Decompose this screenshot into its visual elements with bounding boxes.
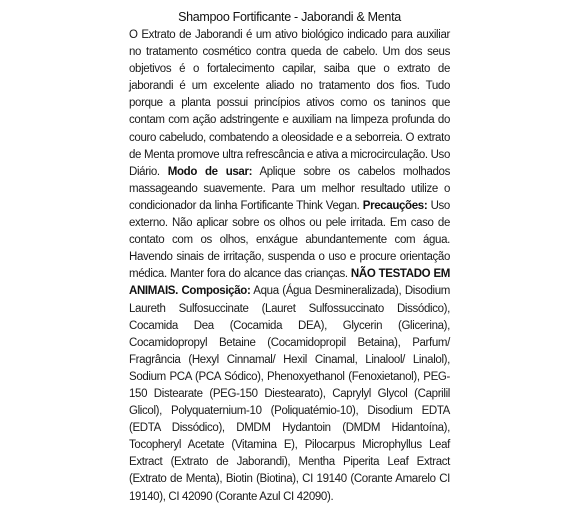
label-body	[129, 27, 450, 506]
usage-heading: Modo de usar:	[167, 165, 253, 178]
description-text: O Extrato de Jaborandi é um ativo biológico indicado para auxiliar no tratamento cosmético contra queda de cabelo. Um dos seus objetivos é o fortalecimento capilar, saiba que o extrato de jaborandi é um excelente aliado no tratamento dos fios. Tudo porque a planta possui princípios ativos como os taninos que contam com ação adstringente e auxiliam na limpeza profunda do couro cabeludo, combatendo a oleosidade e a seborreia. O extrato de Menta promove ultra refrescância e ativa a microcirculação. Uso Diário.	[129, 29, 450, 178]
product-label	[129, 8, 450, 506]
precautions-heading: Precauções:	[362, 199, 428, 212]
precautions-text: Uso externo. Não aplicar sobre os olhos ou pele irritada. Em caso de contato com os olhos, enxágue abundantemente com água. Havendo sinais de irritação, suspenda o uso e procure orientação médica. Manter fora do alcance das crianças.	[129, 199, 450, 281]
composition-heading: Composição:	[181, 285, 251, 298]
usage-text: Aplique sobre os cabelos molhados massageando suavemente. Para um melhor resultado utilize o condicionador da linha Fortificante Think Vegan.	[129, 165, 450, 212]
composition-text: Aqua (Água Desmineralizada), Disodium Laureth Sulfosuccinate (Lauret Sulfossuccinato Dissódico), Cocamida Dea (Cocamida DEA), Glycerin (Glicerina), Cocamidopropyl Betaine (Cocamidopropil Betaina), Parfum/ Fragrância (Hexyl Cinnamal/ Hexil Cinamal, Linalool/ Linalol), Sodium PCA (PCA Sódico), Phenoxyethanol (Fenoxietanol), PEG-150 Distearate (PEG-150 Diestearato), Caprylyl Glycol (Caprilil Glicol), Polyquaternium-10 (Poliquatémio-10), Disodium EDTA (EDTA Dissódico), DMDM Hydantoin (DMDM Hidantoína), Tocopheryl Acetate (Vitamina E), Pilocarpus Microphyllus Leaf Extract (Extrato de Jaborandi), Mentha Piperita Leaf Extract (Extrato de Menta), Biotin (Biotina), CI 19140 (Corante Amarelo CI 19140), CI 42090 (Corante Azul CI 42090).	[129, 285, 450, 503]
not-tested-notice: NÃO TESTADO EM ANIMAIS.	[129, 268, 450, 298]
product-title: Shampoo Fortificante - Jaborandi & Menta	[178, 10, 401, 24]
